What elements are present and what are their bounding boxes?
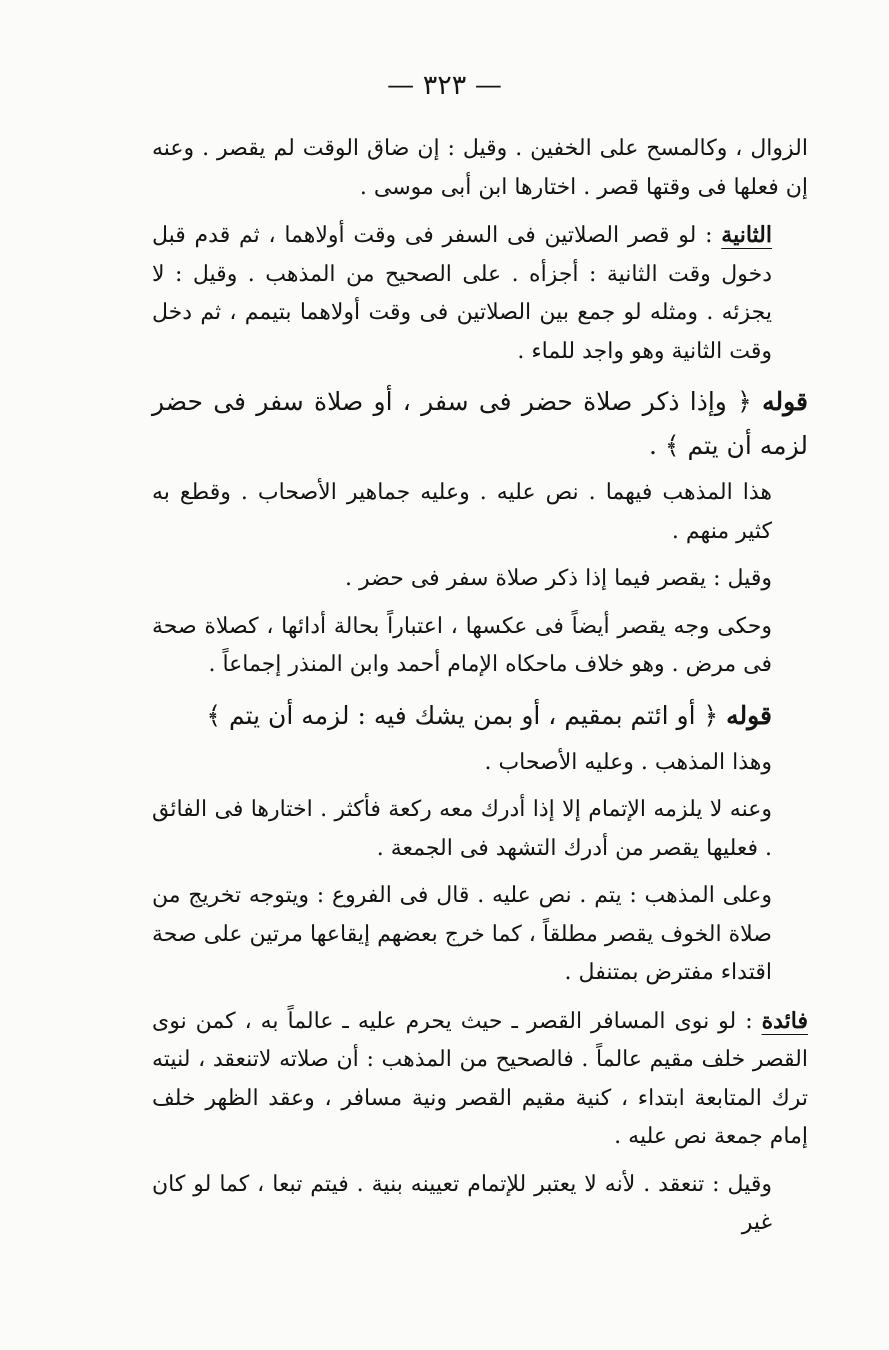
paragraph-1-text: الزوال ، وكالمسح على الخفين . وقيل : إن ضاق الوقت لم يقصر . وعنه إن فعلها فى وقتها قصر . اختارها ابن أبى موسى . — [152, 136, 808, 200]
quoted-heading-1 — [152, 380, 808, 468]
paragraph-12-text: وقيل : تنعقد . لأنه لا يعتبر للإتمام تعيينه بنية . فيتم تبعا ، كما لو كان غير — [152, 1171, 772, 1235]
note-label-benefit: فائدة — [761, 1007, 808, 1034]
paragraph-2-text: : لو قصر الصلاتين فى السفر فى وقت أولاهما ، ثم قدم قبل دخول وقت الثانية : أجزأه . على الصحيح من المذهب . وقيل : لا يجزئه . ومثله لو جمع بين الصلاتين فى وقت أولاهما بتيمم ، ثم دخل وقت الثانية وهو واجد للماء . — [152, 223, 772, 364]
paragraph-10 — [152, 877, 808, 993]
paragraph-12 — [152, 1166, 808, 1243]
section-label-second: الثانية — [721, 222, 772, 248]
paragraph-9-text: وعنه لا يلزمه الإتمام إلا إذا أدرك معه ركعة فأكثر . اختارها فى الفائق . فعليها يقصر من أدرك التشهد فى الجمعة . — [152, 797, 772, 861]
quoted-heading-1-text: ﴿ وإذا ذكر صلاة حضر فى سفر ، أو صلاة سفر فى حضر لزمه أن يتم ﴾ . — [152, 387, 808, 460]
paragraph-4 — [152, 474, 808, 551]
paragraph-9 — [152, 791, 808, 868]
quoted-heading-2-text: ﴿ أو ائتم بمقيم ، أو بمن يشك فيه : لزمه أن يتم ﴾ — [206, 700, 727, 730]
body-text — [152, 130, 808, 1252]
paragraph-5-text: وقيل : يقصر فيما إذا ذكر صلاة سفر فى حضر . — [345, 566, 772, 591]
paragraph-6-text: وحكى وجه يقصر أيضاً فى عكسها ، اعتباراً بحالة أدائها ، كصلاة صحة فى مرض . وهو خلاف ماحكاه الإمام أحمد وابن المنذر إجماعاً . — [152, 613, 772, 677]
paragraph-6 — [152, 608, 808, 685]
quoted-heading-2-lead: قوله — [726, 700, 772, 730]
page-number: — ٣٢٣ — — [387, 70, 502, 101]
paragraph-1 — [152, 130, 808, 207]
paragraph-8-text: وهذا المذهب . وعليه الأصحاب . — [484, 749, 772, 775]
paragraph-2 — [152, 216, 808, 371]
paragraph-11 — [152, 1002, 808, 1157]
paragraph-4-text: هذا المذهب فيهما . نص عليه . وعليه جماهير الأصحاب . وقطع به كثير منهم . — [152, 480, 772, 544]
paragraph-10-text: وعلى المذهب : يتم . نص عليه . قال فى الفروع : ويتوجه تخريج من صلاة الخوف يقصر مطلقاً ، كما خرج بعضهم إيقاعها مرتين على صحة اقتداء مفترض بمتنفل . — [152, 883, 772, 985]
quoted-heading-1-lead: قوله — [762, 387, 808, 416]
quoted-heading-2 — [152, 694, 808, 738]
paragraph-8 — [152, 744, 808, 783]
paragraph-11-text: : لو نوى المسافر القصر ـ حيث يحرم عليه ـ عالماً به ، كمن نوى القصر خلف مقيم عالماً . فالصحيح من المذهب : أن صلاته لاتنعقد ، لنيته ترك المتابعة ابتداء ، كنية مقيم القصر ونية مسافر ، وعقد الظهر خلف إمام جمعة نص عليه . — [152, 1008, 808, 1149]
paragraph-5 — [152, 560, 808, 599]
